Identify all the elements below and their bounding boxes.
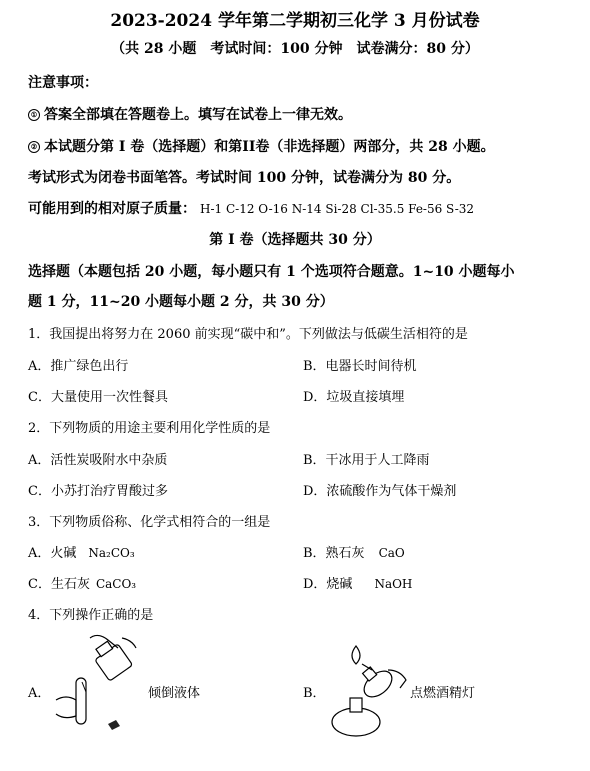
question-3-option-a bbox=[28, 542, 135, 561]
atomic-mass-line bbox=[28, 198, 474, 218]
question-2-option-b: B．干冰用于人工降雨 bbox=[303, 453, 430, 468]
question-3-option-d bbox=[303, 573, 412, 592]
question-3-option-a-name: A．火碱 bbox=[28, 546, 77, 561]
notes-heading: 注意事项： bbox=[28, 75, 98, 91]
question-4-option-a-caption: 倾倒液体 bbox=[148, 686, 201, 701]
question-2-option-c: C．小苏打治疗胃酸过多 bbox=[28, 484, 168, 499]
section-title: 第 I 卷（选择题共 30 分） bbox=[209, 232, 381, 248]
page-title: 2023-2024 学年第二学期初三化学 3 月份试卷 bbox=[110, 11, 480, 31]
note-2 bbox=[28, 136, 495, 156]
question-4-option-b-caption: 点燃酒精灯 bbox=[410, 686, 476, 701]
question-2-option-a: A．活性炭吸附水中杂质 bbox=[28, 453, 168, 468]
page-subtitle: （共 28 小题 考试时间：100 分钟 试卷满分：80 分） bbox=[111, 41, 479, 57]
pouring-liquid-illustration bbox=[50, 630, 150, 740]
question-2-stem: 2．下列物质的用途主要利用化学性质的是 bbox=[28, 421, 271, 436]
question-3-stem: 3．下列物质俗称、化学式相符合的一组是 bbox=[28, 515, 271, 530]
note-1 bbox=[28, 104, 352, 124]
question-3-option-d-formula: NaOH bbox=[374, 577, 413, 591]
question-3-option-d-name: D．烧碱 bbox=[303, 577, 353, 592]
note-2-mark: ② bbox=[28, 141, 40, 153]
question-1-option-a: A．推广绿色出行 bbox=[28, 359, 129, 374]
question-4-option-a-label: A． bbox=[28, 686, 51, 701]
question-1-option-b: B．电器长时间待机 bbox=[303, 359, 417, 374]
atomic-mass-label: 可能用到的相对原子质量： bbox=[28, 201, 196, 217]
lighting-alcohol-lamp-illustration bbox=[322, 640, 412, 740]
question-3-option-c-formula: CaCO₃ bbox=[95, 577, 137, 591]
question-2-option-d: D．浓硫酸作为气体干燥剂 bbox=[303, 484, 457, 499]
section-intro-1: 选择题（本题包括 20 小题，每小题只有 1 个选项符合题意。1~10 小题每小 bbox=[28, 264, 515, 280]
note-1-mark: ① bbox=[28, 109, 40, 121]
atomic-mass-values: H-1 C-12 O-16 N-14 Si-28 Cl-35.5 Fe-56 S-32 bbox=[200, 202, 475, 216]
question-3-option-c bbox=[28, 573, 136, 592]
question-3-option-b-formula: CaO bbox=[378, 546, 405, 560]
note-3: 考试形式为闭卷书面笔答。考试时间 100 分钟，试卷满分为 80 分。 bbox=[28, 170, 461, 186]
question-3-option-b-name: B．熟石灰 bbox=[303, 546, 365, 561]
section-intro-2: 题 1 分，11~20 小题每小题 2 分，共 30 分） bbox=[28, 294, 334, 310]
question-1-stem: 1．我国提出将努力在 2060 前实现“碳中和”。下列做法与低碳生活相符的是 bbox=[28, 327, 468, 342]
question-3-option-a-formula: Na₂CO₃ bbox=[88, 546, 135, 560]
question-1-option-d: D．垃圾直接填埋 bbox=[303, 390, 405, 405]
question-4-option-b-label: B． bbox=[303, 686, 326, 701]
question-3-option-b bbox=[303, 542, 405, 561]
note-2-text: 本试题分第 I 卷（选择题）和第II卷（非选择题）两部分，共 28 小题。 bbox=[44, 139, 495, 155]
question-1-option-c: C．大量使用一次性餐具 bbox=[28, 390, 168, 405]
note-1-text: 答案全部填在答题卷上。填写在试卷上一律无效。 bbox=[44, 107, 352, 123]
question-4-stem: 4．下列操作正确的是 bbox=[28, 608, 154, 623]
question-3-option-c-name: C．生石灰 bbox=[28, 577, 90, 592]
